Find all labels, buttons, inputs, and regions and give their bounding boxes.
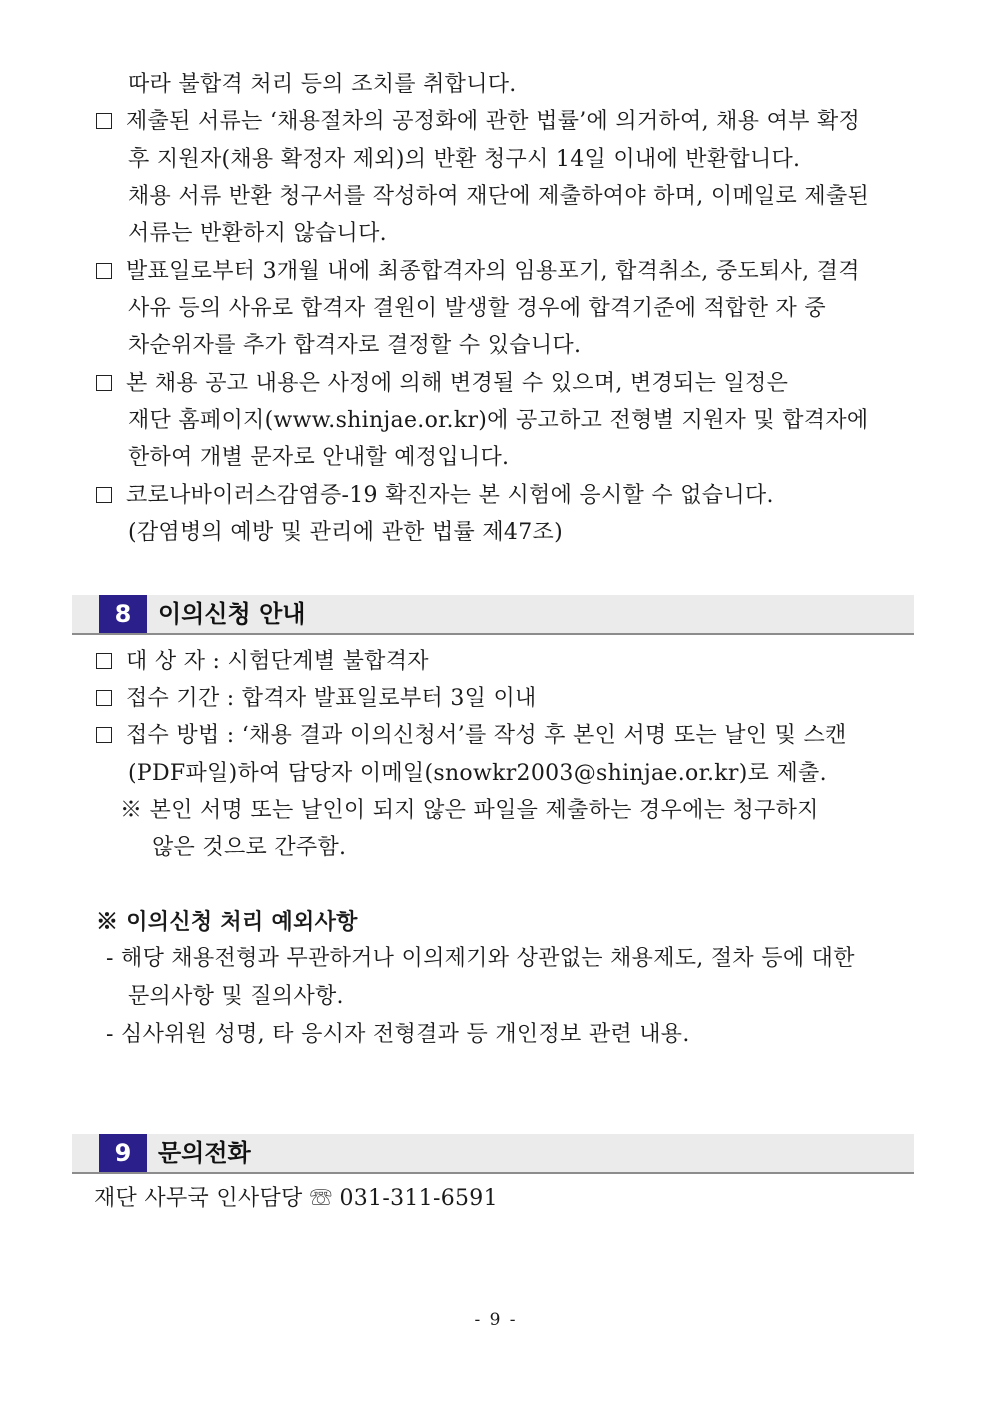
list-item-text: 후 지원자(채용 확정자 제외)의 반환 청구시 14일 이내에 반환합니다. [128, 147, 801, 172]
list-item-text: 제출된 서류는 ‘채용절차의 공정화에 관한 법률’에 의거하여, 채용 여부 확정 [126, 109, 861, 134]
list-item-text: 재단 홈페이지(www.shinjae.or.kr)에 공고하고 전형별 지원자 및 합격자에 [128, 408, 869, 433]
section-number: 9 [99, 1134, 147, 1172]
list-item [96, 369, 788, 399]
list-item-text: 코로나바이러스감염증-19 확진자는 본 시험에 응시할 수 없습니다. [126, 483, 774, 508]
section-title: 문의전화 [158, 1139, 251, 1167]
list-item-text: 발표일로부터 3개월 내에 최종합격자의 임용포기, 합격취소, 중도퇴사, 결격 [126, 259, 860, 284]
list-item [96, 107, 860, 137]
checkbox-bullet-icon [96, 727, 112, 743]
list-item-text: (PDF파일)하여 담당자 이메일(snowkr2003@shinjae.or.kr)로 제출. [128, 761, 827, 786]
exception-item: 문의사항 및 질의사항. [128, 984, 344, 1009]
exceptions-title: ※ 이의신청 처리 예외사항 [96, 909, 358, 935]
list-item-text: 사유 등의 사유로 합격자 결원이 발생할 경우에 합격기준에 적합한 자 중 [128, 296, 826, 321]
note-text: 않은 것으로 간주함. [152, 835, 347, 860]
list-item [96, 721, 847, 751]
section-header-8 [72, 595, 914, 635]
list-item-text: 접수 기간 : 합격자 발표일로부터 3일 이내 [126, 686, 537, 711]
list-item-text: 접수 방법 : ‘채용 결과 이의신청서’를 작성 후 본인 서명 또는 날인 및 스캔 [126, 723, 847, 748]
list-item [96, 257, 860, 287]
intro-text: 따라 불합격 처리 등의 조치를 취합니다. [128, 72, 517, 97]
checkbox-bullet-icon [96, 113, 112, 129]
checkbox-bullet-icon [96, 375, 112, 391]
exception-item: - 심사위원 성명, 타 응시자 전형결과 등 개인정보 관련 내용. [106, 1022, 690, 1047]
checkbox-bullet-icon [96, 263, 112, 279]
list-item-text: 서류는 반환하지 않습니다. [128, 221, 387, 246]
checkbox-bullet-icon [96, 690, 112, 706]
list-item-text: 대 상 자 : 시험단계별 불합격자 [126, 649, 429, 674]
section-title: 이의신청 안내 [158, 600, 306, 628]
section-header-9 [72, 1134, 914, 1174]
checkbox-bullet-icon [96, 487, 112, 503]
checkbox-bullet-icon [96, 653, 112, 669]
list-item-text: 본 채용 공고 내용은 사정에 의해 변경될 수 있으며, 변경되는 일정은 [126, 371, 789, 396]
section-number: 8 [99, 595, 147, 633]
list-item-text: 채용 서류 반환 청구서를 작성하여 재단에 제출하여야 하며, 이메일로 제출된 [128, 184, 870, 209]
exception-item: - 해당 채용전형과 무관하거나 이의제기와 상관없는 채용제도, 절차 등에 대한 [106, 946, 855, 971]
page-number: - 9 - [474, 1310, 518, 1330]
list-item [96, 684, 537, 714]
list-item [96, 481, 774, 511]
list-item [96, 647, 429, 677]
list-item-text: 차순위자를 추가 합격자로 결정할 수 있습니다. [128, 333, 582, 358]
list-item-text: (감염병의 예방 및 관리에 관한 법률 제47조) [128, 520, 563, 545]
contact-text: 재단 사무국 인사담당 ☏ 031-311-6591 [94, 1186, 498, 1211]
note-text: ※ 본인 서명 또는 날인이 되지 않은 파일을 제출하는 경우에는 청구하지 [120, 798, 819, 823]
list-item-text: 한하여 개별 문자로 안내할 예정입니다. [128, 445, 510, 470]
